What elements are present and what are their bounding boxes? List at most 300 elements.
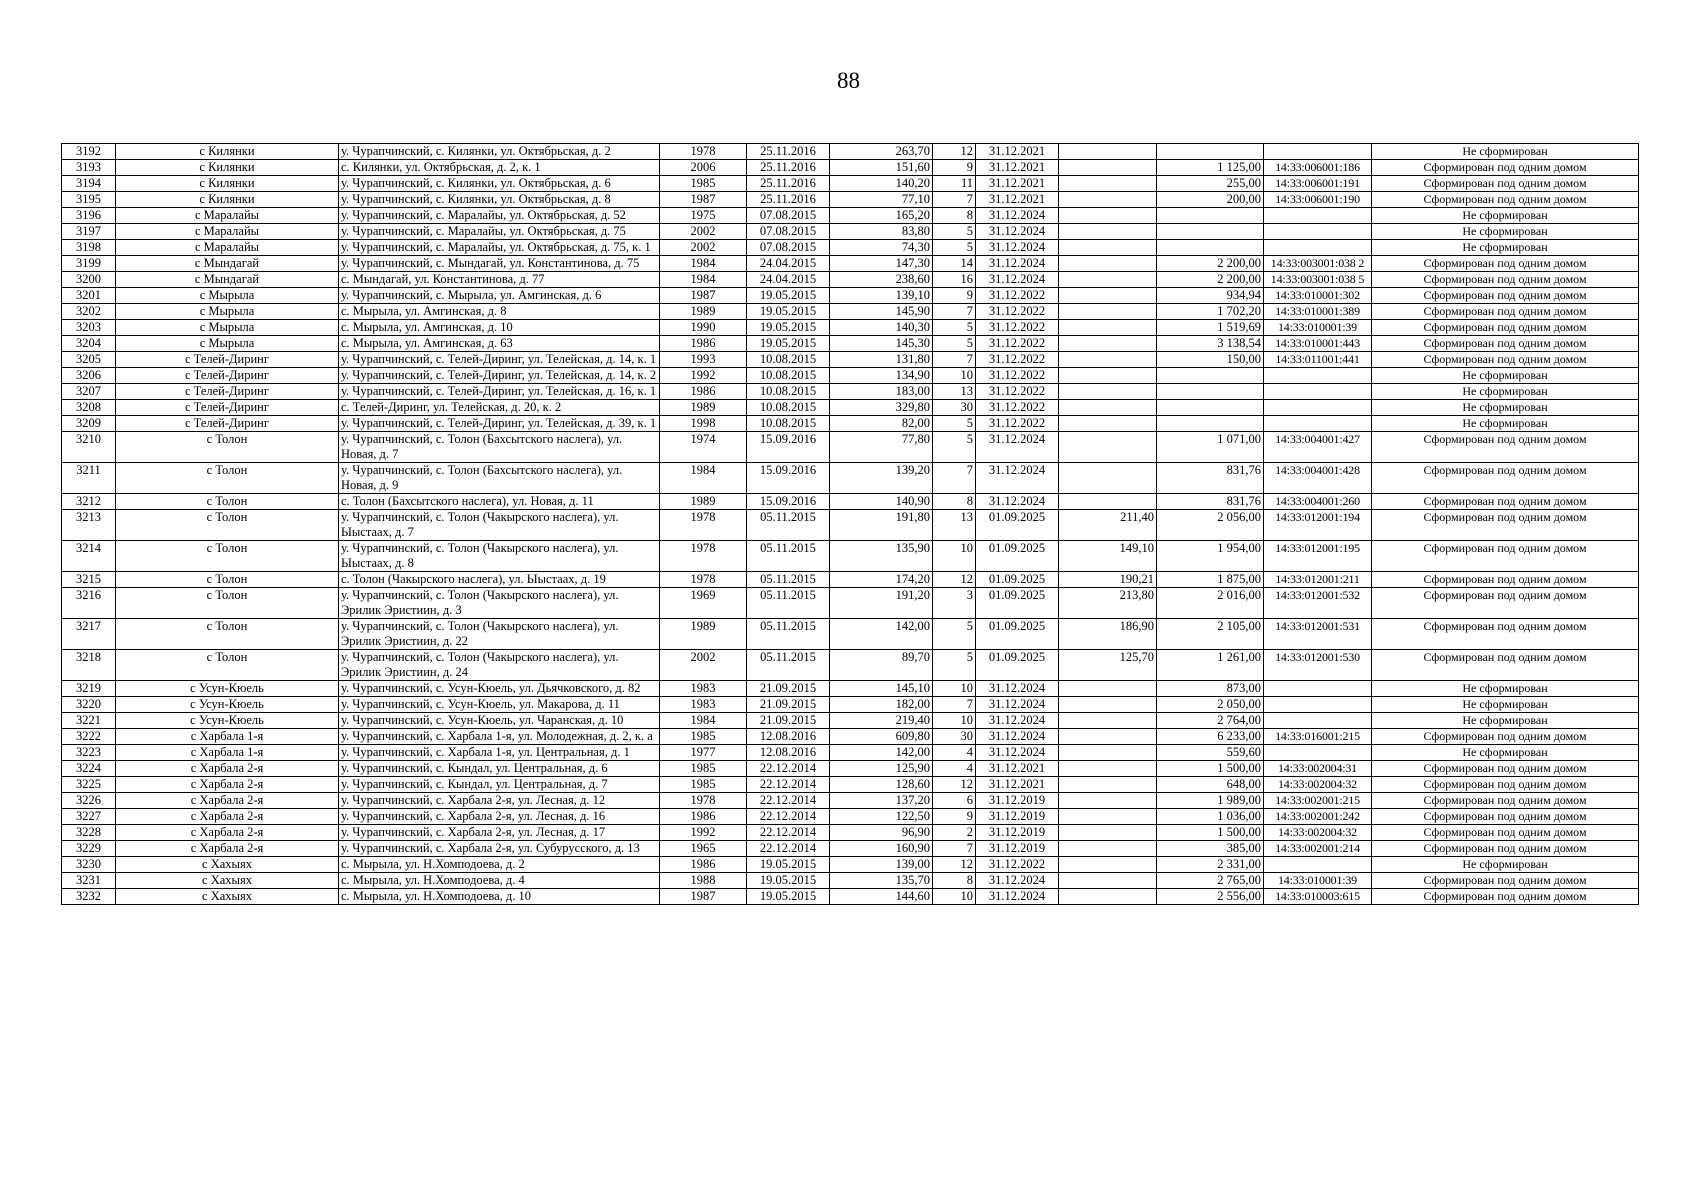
cell-resettlement-deadline: 31.12.2022	[976, 304, 1059, 320]
cell-row-number: 3228	[62, 825, 116, 841]
cell-locality: с Килянки	[116, 144, 339, 160]
cell-residents: 16	[933, 272, 976, 288]
cell-cadastral-number: 14:33:003001:038 5	[1264, 272, 1372, 288]
cell-area-planned	[1059, 400, 1157, 416]
cell-area-planned	[1059, 416, 1157, 432]
table-row	[62, 160, 1639, 176]
cell-land-plot-status: Сформирован под одним домом	[1372, 889, 1639, 905]
table-row	[62, 320, 1639, 336]
cell-address: у. Чурапчинский, с. Усун-Кюель, ул. Чаранская, д. 10	[339, 713, 660, 729]
cell-land-plot-status: Сформирован под одним домом	[1372, 729, 1639, 745]
cell-build-year: 1986	[660, 336, 747, 352]
cell-locality: с Мырыла	[116, 288, 339, 304]
cell-locality: с Маралайы	[116, 240, 339, 256]
cell-cadastral-number	[1264, 681, 1372, 697]
table-row	[62, 857, 1639, 873]
cell-area-planned	[1059, 713, 1157, 729]
cell-cadastral-number: 14:33:010001:302	[1264, 288, 1372, 304]
cell-residents: 5	[933, 432, 976, 463]
cell-inspection-date: 12.08.2016	[747, 729, 830, 745]
cell-land-plot-area: 2 764,00	[1157, 713, 1264, 729]
table-row	[62, 208, 1639, 224]
cell-cadastral-number: 14:33:012001:211	[1264, 572, 1372, 588]
cell-residents: 9	[933, 809, 976, 825]
cell-land-plot-status: Не сформирован	[1372, 224, 1639, 240]
cell-land-plot-status: Не сформирован	[1372, 144, 1639, 160]
cell-land-plot-status: Сформирован под одним домом	[1372, 336, 1639, 352]
cell-land-plot-area	[1157, 384, 1264, 400]
cell-resettlement-deadline: 01.09.2025	[976, 588, 1059, 619]
cell-cadastral-number: 14:33:012001:531	[1264, 619, 1372, 650]
cell-resettlement-deadline: 31.12.2024	[976, 713, 1059, 729]
cell-area: 134,90	[830, 368, 933, 384]
cell-inspection-date: 05.11.2015	[747, 619, 830, 650]
cell-cadastral-number: 14:33:004001:427	[1264, 432, 1372, 463]
cell-land-plot-area: 1 261,00	[1157, 650, 1264, 681]
cell-row-number: 3211	[62, 463, 116, 494]
cell-inspection-date: 21.09.2015	[747, 697, 830, 713]
cell-row-number: 3219	[62, 681, 116, 697]
cell-resettlement-deadline: 31.12.2024	[976, 463, 1059, 494]
cell-area-planned	[1059, 494, 1157, 510]
table-row	[62, 336, 1639, 352]
cell-cadastral-number: 14:33:004001:260	[1264, 494, 1372, 510]
cell-inspection-date: 25.11.2016	[747, 192, 830, 208]
cell-inspection-date: 07.08.2015	[747, 240, 830, 256]
cell-locality: с Толон	[116, 494, 339, 510]
cell-resettlement-deadline: 01.09.2025	[976, 572, 1059, 588]
cell-land-plot-status: Сформирован под одним домом	[1372, 619, 1639, 650]
cell-area: 182,00	[830, 697, 933, 713]
cell-resettlement-deadline: 31.12.2022	[976, 368, 1059, 384]
cell-inspection-date: 07.08.2015	[747, 208, 830, 224]
cell-resettlement-deadline: 31.12.2021	[976, 160, 1059, 176]
cell-build-year: 1993	[660, 352, 747, 368]
cell-land-plot-area: 3 138,54	[1157, 336, 1264, 352]
cell-locality: с Харбала 2-я	[116, 841, 339, 857]
cell-land-plot-area: 648,00	[1157, 777, 1264, 793]
cell-resettlement-deadline: 31.12.2019	[976, 841, 1059, 857]
table-row	[62, 729, 1639, 745]
cell-residents: 10	[933, 541, 976, 572]
cell-resettlement-deadline: 31.12.2021	[976, 144, 1059, 160]
cell-inspection-date: 15.09.2016	[747, 432, 830, 463]
cell-address: у. Чурапчинский, с. Килянки, ул. Октябрьская, д. 2	[339, 144, 660, 160]
cell-locality: с Маралайы	[116, 208, 339, 224]
cell-cadastral-number	[1264, 224, 1372, 240]
cell-build-year: 1975	[660, 208, 747, 224]
cell-inspection-date: 22.12.2014	[747, 761, 830, 777]
cell-inspection-date: 19.05.2015	[747, 304, 830, 320]
cell-build-year: 1974	[660, 432, 747, 463]
cell-cadastral-number: 14:33:012001:532	[1264, 588, 1372, 619]
cell-cadastral-number: 14:33:004001:428	[1264, 463, 1372, 494]
cell-locality: с Хахыях	[116, 889, 339, 905]
cell-address: у. Чурапчинский, с. Харбала 2-я, ул. Лесная, д. 16	[339, 809, 660, 825]
cell-area-planned	[1059, 224, 1157, 240]
cell-land-plot-area: 873,00	[1157, 681, 1264, 697]
table-row	[62, 224, 1639, 240]
cell-locality: с Телей-Диринг	[116, 400, 339, 416]
cell-land-plot-status: Сформирован под одним домом	[1372, 176, 1639, 192]
table-row	[62, 256, 1639, 272]
cell-inspection-date: 10.08.2015	[747, 416, 830, 432]
cell-area: 183,00	[830, 384, 933, 400]
cell-cadastral-number	[1264, 368, 1372, 384]
cell-address: у. Чурапчинский, с. Усун-Кюель, ул. Макарова, д. 11	[339, 697, 660, 713]
cell-land-plot-status: Сформирован под одним домом	[1372, 256, 1639, 272]
cell-residents: 12	[933, 144, 976, 160]
cell-land-plot-area: 1 125,00	[1157, 160, 1264, 176]
cell-land-plot-area: 1 989,00	[1157, 793, 1264, 809]
table-row	[62, 588, 1639, 619]
cell-land-plot-status: Сформирован под одним домом	[1372, 825, 1639, 841]
cell-address: у. Чурапчинский, с. Харбала 2-я, ул. Лесная, д. 12	[339, 793, 660, 809]
cell-inspection-date: 12.08.2016	[747, 745, 830, 761]
cell-land-plot-area	[1157, 400, 1264, 416]
cell-residents: 8	[933, 494, 976, 510]
cell-build-year: 1989	[660, 400, 747, 416]
cell-residents: 13	[933, 384, 976, 400]
cell-row-number: 3223	[62, 745, 116, 761]
cell-row-number: 3200	[62, 272, 116, 288]
cell-row-number: 3209	[62, 416, 116, 432]
cell-residents: 6	[933, 793, 976, 809]
cell-locality: с Усун-Кюель	[116, 681, 339, 697]
cell-land-plot-status: Сформирован под одним домом	[1372, 288, 1639, 304]
cell-land-plot-area: 2 556,00	[1157, 889, 1264, 905]
cell-build-year: 1984	[660, 713, 747, 729]
cell-cadastral-number: 14:33:002001:242	[1264, 809, 1372, 825]
cell-area: 147,30	[830, 256, 933, 272]
cell-address: у. Чурапчинский, с. Мырыла, ул. Амгинская, д. 6	[339, 288, 660, 304]
cell-row-number: 3199	[62, 256, 116, 272]
cell-residents: 14	[933, 256, 976, 272]
cell-area: 145,10	[830, 681, 933, 697]
table-body	[62, 144, 1639, 905]
cell-land-plot-status: Сформирован под одним домом	[1372, 494, 1639, 510]
cell-area-planned	[1059, 681, 1157, 697]
cell-build-year: 2002	[660, 224, 747, 240]
cell-locality: с Телей-Диринг	[116, 416, 339, 432]
table-row	[62, 368, 1639, 384]
cell-build-year: 1986	[660, 384, 747, 400]
cell-resettlement-deadline: 31.12.2022	[976, 352, 1059, 368]
cell-locality: с Толон	[116, 432, 339, 463]
cell-locality: с Мырыла	[116, 304, 339, 320]
cell-address: у. Чурапчинский, с. Кындал, ул. Центральная, д. 7	[339, 777, 660, 793]
cell-build-year: 1992	[660, 368, 747, 384]
cell-inspection-date: 22.12.2014	[747, 793, 830, 809]
cell-resettlement-deadline: 31.12.2024	[976, 432, 1059, 463]
cell-inspection-date: 05.11.2015	[747, 541, 830, 572]
cell-area: 137,20	[830, 793, 933, 809]
cell-locality: с Толон	[116, 572, 339, 588]
table-row	[62, 697, 1639, 713]
cell-resettlement-deadline: 31.12.2021	[976, 176, 1059, 192]
cell-inspection-date: 19.05.2015	[747, 889, 830, 905]
cell-row-number: 3206	[62, 368, 116, 384]
cell-area-planned	[1059, 873, 1157, 889]
cell-land-plot-status: Не сформирован	[1372, 713, 1639, 729]
cell-land-plot-area	[1157, 368, 1264, 384]
cell-address: у. Чурапчинский, с. Килянки, ул. Октябрьская, д. 8	[339, 192, 660, 208]
cell-resettlement-deadline: 31.12.2022	[976, 857, 1059, 873]
cell-resettlement-deadline: 01.09.2025	[976, 619, 1059, 650]
cell-inspection-date: 15.09.2016	[747, 463, 830, 494]
cell-area: 140,90	[830, 494, 933, 510]
cell-build-year: 1990	[660, 320, 747, 336]
cell-locality: с Толон	[116, 541, 339, 572]
table-row	[62, 352, 1639, 368]
cell-address: с. Толон (Бахсытского наслега), ул. Новая, д. 11	[339, 494, 660, 510]
cell-row-number: 3217	[62, 619, 116, 650]
cell-area: 165,20	[830, 208, 933, 224]
cell-address: у. Чурапчинский, с. Харбала 1-я, ул. Центральная, д. 1	[339, 745, 660, 761]
cell-land-plot-status: Сформирован под одним домом	[1372, 761, 1639, 777]
table-row	[62, 777, 1639, 793]
cell-area-planned	[1059, 288, 1157, 304]
cell-area: 74,30	[830, 240, 933, 256]
cell-address: с. Толон (Чакырского наслега), ул. Ыыстаах, д. 19	[339, 572, 660, 588]
table-row	[62, 494, 1639, 510]
cell-cadastral-number	[1264, 857, 1372, 873]
table-row	[62, 873, 1639, 889]
cell-inspection-date: 15.09.2016	[747, 494, 830, 510]
cell-locality: с Толон	[116, 619, 339, 650]
cell-land-plot-status: Не сформирован	[1372, 857, 1639, 873]
cell-area-planned: 125,70	[1059, 650, 1157, 681]
cell-area: 135,70	[830, 873, 933, 889]
cell-resettlement-deadline: 31.12.2024	[976, 256, 1059, 272]
cell-row-number: 3204	[62, 336, 116, 352]
cell-land-plot-area: 150,00	[1157, 352, 1264, 368]
cell-residents: 7	[933, 841, 976, 857]
cell-locality: с Толон	[116, 463, 339, 494]
table-row	[62, 841, 1639, 857]
cell-area-planned	[1059, 697, 1157, 713]
cell-row-number: 3212	[62, 494, 116, 510]
cell-land-plot-area: 1 519,69	[1157, 320, 1264, 336]
cell-row-number: 3203	[62, 320, 116, 336]
cell-address: у. Чурапчинский, с. Кындал, ул. Центральная, д. 6	[339, 761, 660, 777]
cell-address: с. Телей-Диринг, ул. Телейская, д. 20, к. 2	[339, 400, 660, 416]
cell-residents: 5	[933, 336, 976, 352]
cell-row-number: 3192	[62, 144, 116, 160]
cell-land-plot-area	[1157, 208, 1264, 224]
cell-build-year: 1965	[660, 841, 747, 857]
cell-residents: 12	[933, 777, 976, 793]
cell-area-planned	[1059, 256, 1157, 272]
cell-locality: с Мырыла	[116, 320, 339, 336]
cell-land-plot-area: 1 702,20	[1157, 304, 1264, 320]
cell-row-number: 3231	[62, 873, 116, 889]
cell-land-plot-status: Не сформирован	[1372, 208, 1639, 224]
cell-area-planned	[1059, 352, 1157, 368]
cell-row-number: 3202	[62, 304, 116, 320]
cell-residents: 9	[933, 160, 976, 176]
table-row	[62, 144, 1639, 160]
cell-address: с. Мырыла, ул. Амгинская, д. 63	[339, 336, 660, 352]
cell-land-plot-area: 1 954,00	[1157, 541, 1264, 572]
cell-inspection-date: 05.11.2015	[747, 588, 830, 619]
cell-area: 122,50	[830, 809, 933, 825]
cell-land-plot-status: Не сформирован	[1372, 240, 1639, 256]
cell-inspection-date: 10.08.2015	[747, 400, 830, 416]
cell-area: 140,30	[830, 320, 933, 336]
cell-locality: с Телей-Диринг	[116, 384, 339, 400]
cell-build-year: 1985	[660, 777, 747, 793]
cell-build-year: 1989	[660, 619, 747, 650]
cell-cadastral-number: 14:33:003001:038 2	[1264, 256, 1372, 272]
cell-land-plot-status: Сформирован под одним домом	[1372, 160, 1639, 176]
cell-build-year: 1978	[660, 793, 747, 809]
cell-residents: 12	[933, 572, 976, 588]
cell-build-year: 2002	[660, 240, 747, 256]
cell-residents: 5	[933, 224, 976, 240]
cell-row-number: 3197	[62, 224, 116, 240]
cell-land-plot-area: 2 056,00	[1157, 510, 1264, 541]
cell-row-number: 3218	[62, 650, 116, 681]
cell-residents: 4	[933, 745, 976, 761]
table-row	[62, 793, 1639, 809]
cell-residents: 10	[933, 681, 976, 697]
cell-cadastral-number: 14:33:011001:441	[1264, 352, 1372, 368]
cell-locality: с Харбала 2-я	[116, 761, 339, 777]
cell-land-plot-status: Сформирован под одним домом	[1372, 841, 1639, 857]
cell-land-plot-area: 200,00	[1157, 192, 1264, 208]
table-row	[62, 650, 1639, 681]
cell-residents: 10	[933, 889, 976, 905]
cell-resettlement-deadline: 31.12.2022	[976, 416, 1059, 432]
cell-locality: с Телей-Диринг	[116, 368, 339, 384]
table-row	[62, 825, 1639, 841]
cell-row-number: 3196	[62, 208, 116, 224]
cell-inspection-date: 19.05.2015	[747, 857, 830, 873]
cell-residents: 9	[933, 288, 976, 304]
cell-build-year: 1988	[660, 873, 747, 889]
cell-resettlement-deadline: 31.12.2022	[976, 384, 1059, 400]
cell-residents: 5	[933, 416, 976, 432]
table-row	[62, 681, 1639, 697]
cell-cadastral-number	[1264, 208, 1372, 224]
cell-build-year: 1998	[660, 416, 747, 432]
cell-address: у. Чурапчинский, с. Телей-Диринг, ул. Телейская, д. 14, к. 1	[339, 352, 660, 368]
cell-land-plot-area: 1 500,00	[1157, 825, 1264, 841]
cell-row-number: 3232	[62, 889, 116, 905]
cell-cadastral-number	[1264, 697, 1372, 713]
table-row	[62, 761, 1639, 777]
cell-resettlement-deadline: 31.12.2024	[976, 494, 1059, 510]
cell-cadastral-number: 14:33:002001:215	[1264, 793, 1372, 809]
cell-land-plot-status: Сформирован под одним домом	[1372, 304, 1639, 320]
cell-cadastral-number: 14:33:006001:190	[1264, 192, 1372, 208]
cell-area-planned	[1059, 889, 1157, 905]
cell-row-number: 3220	[62, 697, 116, 713]
cell-address: у. Чурапчинский, с. Телей-Диринг, ул. Телейская, д. 14, к. 2	[339, 368, 660, 384]
cell-area-planned	[1059, 368, 1157, 384]
cell-residents: 10	[933, 713, 976, 729]
cell-address: у. Чурапчинский, с. Толон (Чакырского наслега), ул. Ыыстаах, д. 7	[339, 510, 660, 541]
cell-address: у. Чурапчинский, с. Толон (Чакырского наслега), ул. Ыыстаах, д. 8	[339, 541, 660, 572]
cell-area-planned	[1059, 825, 1157, 841]
cell-resettlement-deadline: 31.12.2024	[976, 224, 1059, 240]
cell-residents: 3	[933, 588, 976, 619]
cell-address: у. Чурапчинский, с. Телей-Диринг, ул. Телейская, д. 16, к. 1	[339, 384, 660, 400]
cell-resettlement-deadline: 31.12.2019	[976, 809, 1059, 825]
cell-inspection-date: 21.09.2015	[747, 681, 830, 697]
cell-inspection-date: 25.11.2016	[747, 160, 830, 176]
cell-address: у. Чурапчинский, с. Телей-Диринг, ул. Телейская, д. 39, к. 1	[339, 416, 660, 432]
cell-build-year: 1986	[660, 857, 747, 873]
cell-cadastral-number: 14:33:002004:32	[1264, 777, 1372, 793]
cell-residents: 5	[933, 320, 976, 336]
cell-area-planned	[1059, 336, 1157, 352]
cell-land-plot-area: 559,60	[1157, 745, 1264, 761]
cell-cadastral-number	[1264, 745, 1372, 761]
cell-cadastral-number: 14:33:012001:194	[1264, 510, 1372, 541]
cell-row-number: 3215	[62, 572, 116, 588]
cell-resettlement-deadline: 31.12.2022	[976, 400, 1059, 416]
cell-area: 142,00	[830, 745, 933, 761]
cell-land-plot-status: Сформирован под одним домом	[1372, 192, 1639, 208]
cell-land-plot-status: Сформирован под одним домом	[1372, 272, 1639, 288]
cell-build-year: 1984	[660, 463, 747, 494]
cell-locality: с Телей-Диринг	[116, 352, 339, 368]
cell-residents: 5	[933, 650, 976, 681]
cell-build-year: 1984	[660, 272, 747, 288]
cell-resettlement-deadline: 01.09.2025	[976, 541, 1059, 572]
cell-resettlement-deadline: 31.12.2024	[976, 729, 1059, 745]
table-row	[62, 432, 1639, 463]
cell-build-year: 1989	[660, 304, 747, 320]
cell-inspection-date: 22.12.2014	[747, 809, 830, 825]
cell-land-plot-status: Сформирован под одним домом	[1372, 541, 1639, 572]
cell-land-plot-area: 2 200,00	[1157, 272, 1264, 288]
table-row	[62, 240, 1639, 256]
cell-area-planned	[1059, 160, 1157, 176]
cell-area-planned	[1059, 745, 1157, 761]
cell-locality: с Усун-Кюель	[116, 713, 339, 729]
table-row	[62, 572, 1639, 588]
table-row	[62, 416, 1639, 432]
table-row	[62, 176, 1639, 192]
cell-area-planned	[1059, 809, 1157, 825]
cell-area-planned	[1059, 793, 1157, 809]
cell-locality: с Усун-Кюель	[116, 697, 339, 713]
cell-cadastral-number	[1264, 416, 1372, 432]
cell-area: 145,90	[830, 304, 933, 320]
cell-resettlement-deadline: 31.12.2019	[976, 825, 1059, 841]
cell-address: у. Чурапчинский, с. Харбала 2-я, ул. Лесная, д. 17	[339, 825, 660, 841]
cell-cadastral-number	[1264, 384, 1372, 400]
cell-resettlement-deadline: 31.12.2022	[976, 336, 1059, 352]
cell-residents: 7	[933, 304, 976, 320]
cell-address: у. Чурапчинский, с. Харбала 2-я, ул. Субурусского, д. 13	[339, 841, 660, 857]
cell-resettlement-deadline: 31.12.2022	[976, 288, 1059, 304]
cell-inspection-date: 10.08.2015	[747, 368, 830, 384]
cell-area: 139,20	[830, 463, 933, 494]
cell-area-planned	[1059, 432, 1157, 463]
cell-residents: 5	[933, 619, 976, 650]
cell-inspection-date: 19.05.2015	[747, 320, 830, 336]
cell-residents: 13	[933, 510, 976, 541]
cell-land-plot-status: Сформирован под одним домом	[1372, 510, 1639, 541]
cell-row-number: 3195	[62, 192, 116, 208]
table-row	[62, 288, 1639, 304]
cell-land-plot-status: Сформирован под одним домом	[1372, 777, 1639, 793]
cell-address: у. Чурапчинский, с. Маралайы, ул. Октябрьская, д. 75	[339, 224, 660, 240]
